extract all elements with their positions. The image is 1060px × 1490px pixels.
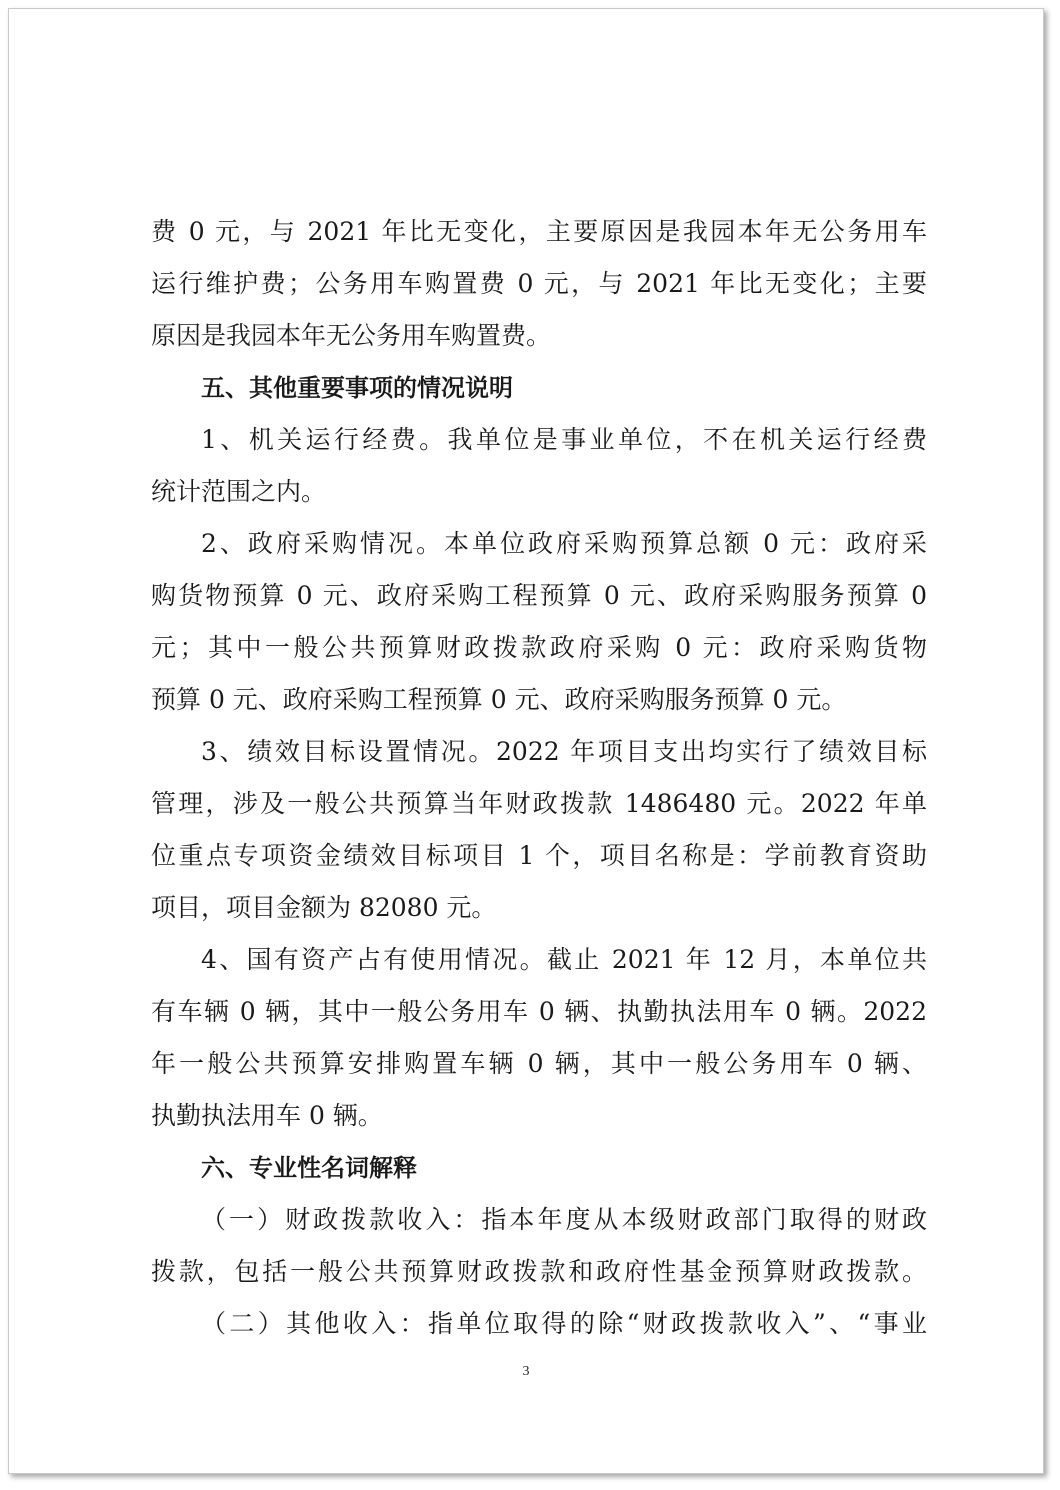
section-heading-6: 六、专业性名词解释 [201, 1154, 417, 1182]
document-page [8, 8, 1044, 1474]
body-text-line: 统计范围之内。 [151, 477, 327, 506]
section-heading-5: 五、其他重要事项的情况说明 [201, 374, 513, 402]
body-text-line: 管理，涉及一般公共预算当年财政拨款 1486480 元。2022 年单 [151, 789, 927, 818]
body-text-line: 原因是我园本年无公务用车购置费。 [151, 321, 552, 350]
body-text-line: 4、国有资产占有使用情况。截止 2021 年 12 月，本单位共 [201, 945, 927, 974]
page-number: 3 [522, 1364, 530, 1379]
body-text-line: 预算 0 元、政府采购工程预算 0 元、政府采购服务预算 0 元。 [151, 685, 847, 714]
body-text-line: 费 0 元，与 2021 年比无变化，主要原因是我园本年无公务用车 [151, 217, 927, 246]
body-text-line: （一）财政拨款收入：指本年度从本级财政部门取得的财政 [201, 1205, 927, 1234]
body-text-line: （二）其他收入：指单位取得的除“财政拨款收入”、“事业 [201, 1309, 927, 1338]
body-text-line: 运行维护费；公务用车购置费 0 元，与 2021 年比无变化；主要 [151, 269, 927, 298]
body-text-line: 位重点专项资金绩效目标项目 1 个，项目名称是：学前教育资助 [151, 841, 927, 870]
body-text-line: 项目，项目金额为 82080 元。 [151, 893, 497, 922]
body-text-line: 购货物预算 0 元、政府采购工程预算 0 元、政府采购服务预算 0 [151, 581, 927, 610]
body-text-line: 年一般公共预算安排购置车辆 0 辆，其中一般公务用车 0 辆、 [151, 1049, 927, 1078]
body-text-line: 有车辆 0 辆，其中一般公务用车 0 辆、执勤执法用车 0 辆。2022 [151, 997, 927, 1026]
body-text-line: 执勤执法用车 0 辆。 [151, 1101, 383, 1130]
document-body [151, 206, 927, 1350]
body-text-line: 3、绩效目标设置情况。2022 年项目支出均实行了绩效目标 [201, 737, 927, 766]
body-text-line: 拨款，包括一般公共预算财政拨款和政府性基金预算财政拨款。 [151, 1257, 927, 1286]
body-text-line: 2、政府采购情况。本单位政府采购预算总额 0 元：政府采 [201, 529, 927, 558]
body-text-line: 元；其中一般公共预算财政拨款政府采购 0 元：政府采购货物 [151, 633, 927, 662]
body-text-line: 1、机关运行经费。我单位是事业单位，不在机关运行经费 [201, 425, 927, 454]
